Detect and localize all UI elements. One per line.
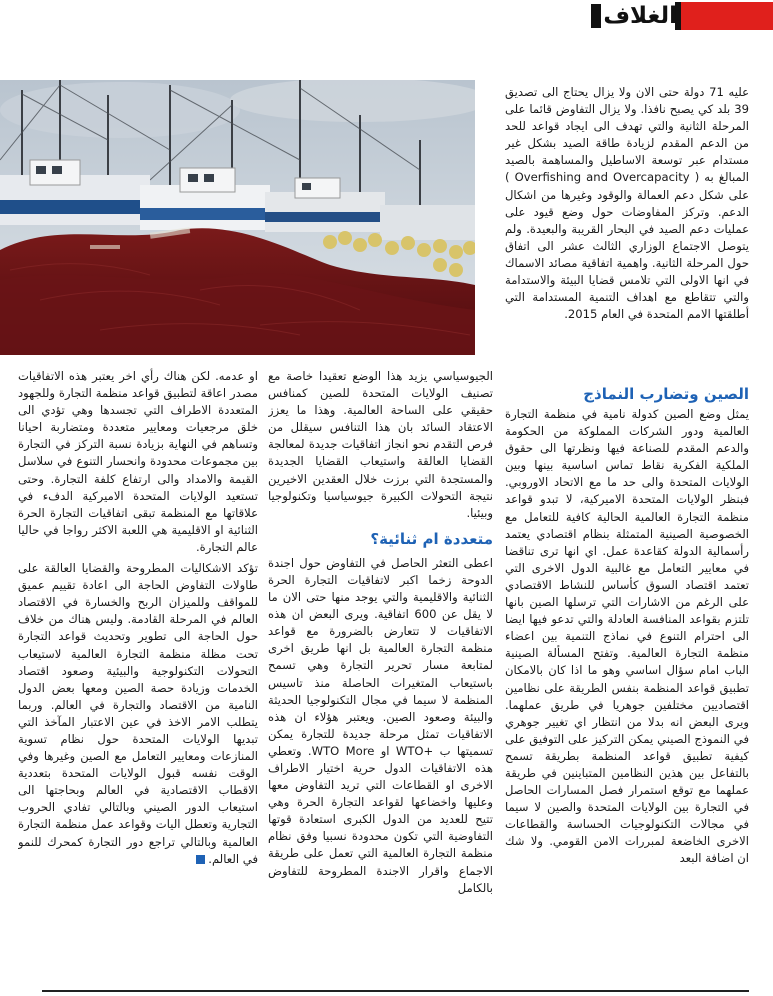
paragraph: عليه 71 دولة حتى الان ولا يزال يحتاج الى تصديق 39 بلد كي يصبح نافذا. ولا يزال التفاوض قائما على المرحلة الثانية والتي تهدف الى ايجاد قواعد للحد من الدعم المقدم لزيادة طاقة الصيد بشكل غير مستدام عبر توسعة الاساطيل والمساهمة بالصيد المبالغ به ( Overfishing and Overcapacity ) على شكل دعم العمالة والوقود وغيرها من اشكال الدعم. وتركز المفاوضات حول وضع قيود على عمليات دعم الصيد في البحار القريبة والبعيدة. ولم يتوصل الاجتماع الوزاري الثالث عشر الى اتفاق حول المرحلة الثانية. واهمية اتفاقية مصائد الاسماك في انها الاولى التي تلامس قضايا البيئة والاستدامة والتي تتقاطع مع اهداف التنمية المستدامة التي أطلقتها الامم المتحدة في العام 2015. <box>505 85 749 322</box>
paragraph: او عدمه. لكن هناك رأي اخر يعتبر هذه الاتفاقيات مصدر اعاقة لتطبيق قواعد منظمة التجارة وللجهود المتعددة الاطراف التي تجسدها وهي تؤدي الى خلق مرجعيات ومعايير متعددة ومتضاربة احيانا وتساهم في النهاية بزيادة نسبة التركز في التجارة بين مجموعات محدودة وانحسار التنوع في سلاسل القيمة والامداد والى ارتفاع كلفة التجارة. وحتى تستعيد الولايات المتحدة الاميركية الدفء في علاقاتها مع المنظمة تبقى اتفاقيات التجارة الحرة الثنائية او الاقليمية هي اللعبة الاكثر رواجا في حاليا عالم التجارة. <box>18 369 258 554</box>
subheading-multilateral: متعددة ام ثنائية؟ <box>370 529 493 548</box>
paragraph <box>18 560 258 868</box>
section-header <box>573 0 773 34</box>
subheading-china: الصين وتضارب النماذج <box>583 385 749 403</box>
article-column-middle <box>268 368 493 988</box>
header-red-bar <box>681 2 773 30</box>
paragraph: الجيوسياسي يزيد هذا الوضع تعقيدا خاصة مع تصنيف الولايات المتحدة للصين كمنافس حقيقي على الساحة العالمية. وهذا ما يعزز الاعتقاد السائد بان هذا التنافس سيقلل من فرص التقدم نحو انجاز اتفاقيات جديدة لمعالجة القضايا العالقة واستيعاب القضايا الجديدة والمستجدة التي برزت خلال العقدين الاخيرين نتيجة التحولات الكبيرة جيوسياسيا وتكنولوجيا وبيئيا. <box>268 369 493 520</box>
section-title: الغلاف <box>603 3 677 29</box>
article-column-right-bottom <box>505 406 749 988</box>
article-photo <box>0 80 475 355</box>
footer-rule <box>42 990 749 992</box>
article-column-left <box>18 368 258 988</box>
paragraph: يمثل وضع الصين كدولة نامية في منظمة التجارة العالمية ودور الشركات المملوكة من الحكومة والدعم المقدم للصناعة فيها ونظرتها الى حقوق الملكية الفكرية نقاط تماس اساسية بينها وبين الولايات المتحدة والى حد ما مع الاتحاد الاوروبي. فبنظر الولايات المتحدة الاميركية، لا تبدو قواعد منظمة التجارة العالمية الحالية كافية للتعامل مع الخصوصية الصينية المتمثلة بنظام اقتصادي يعتمد رأسمالية الدولة كقاعدة عمل. اي انها ترى تناقضا في معايير التعامل مع غالبية الدول الاخرى التي تعتمد اقتصاد السوق كأساس للنشاط الاقتصادي على الرغم من الاشارات التي ترسلها الصين بانها تلتزم بقواعد المنافسة العادلة والتي تدعو فيها ايضا الى احترام التنوع في نماذج التنمية بين اعضاء منظمة التجارة العالمية. وتفتح المسألة الصينية الباب امام سؤال اساسي وهو ما اذا كان بالامكان تطبيق قواعد المنظمة بنفس الطريقة على نظامين اقتصاديين مختلفين جوهريا في طريق عملهما. ويرى البعض انه بدلا من انتظار اي تغيير جوهري في النموذج الصيني يمكن التركيز على التوفيق على كيفية تطبيق قواعد المنظمة بطريقة تسمح بالتفاعل بين هذين النظامين المتباينين في طريقة عملهما مع توقع استمرار فصل المسارات الحاصل في التجارة بين الولايات المتحدة والصين لا سيما في مجالات التكنولوجيات الحساسة والقطاعات الاخرى الخاضعة لمبررات الامن القومي. ولا شك ان اضافة البعد <box>505 407 749 866</box>
paragraph-text: تؤكد الاشكاليات المطروحة والقضايا العالقة على طاولات التفاوض الحاجة الى اعادة تقييم عميق للمواقف وللميزان الربح والخسارة في الاقتصاد العالم في المرحلة القادمة. وليس هناك من خلاف حول الحاجة الى تطوير وتحديث قواعد التجارة تحت مظلة منظمة التجارة العالمية لاستيعاب التحولات التكنولوجية والبيئية وصعود اقتصاد الخدمات وزيادة حصة الصين ومعها بعض الدول النامية من الاقتصاد والتجارة في العالم. وربما يتطلب الامر الاخذ في عين الاعتبار المآخذ التي تبديها الولايات المتحدة حول نظام تسوية المنازعات ومعايير التعامل مع الصين وغيرها وفي الوقت نفسه قبول الولايات المتحدة بتعددية الاقطاب الاقتصادية في العالم وبحاجتها الى استيعاب الدور الصيني وبالتالي تفادي الحروب التجارية وتعطل اليات وقواعد عمل منظمة التجارة العالمية وبالتالي تراجع دور التجارة كمحرك للنمو في العالم. <box>18 561 258 866</box>
header-black-block <box>591 4 601 28</box>
article-column-right-top <box>505 84 749 379</box>
end-of-article-square-icon <box>196 855 205 864</box>
paragraph: اعطى التعثر الحاصل في التفاوض حول اجندة الدوحة زخما اكبر لاتفاقيات التجارة الحرة الثنائية والاقليمية والتي يوجد منها حتى الان ما لا يقل عن 600 اتفاقية. ويرى البعض ان هذه الاتفاقيات لا تتعارض بالضرورة مع قواعد منظمة التجارة العالمية بل انها طريق اخرى لمتابعة مسار تحرير التجارة وهي تسمح باستيعاب المتغيرات الحاصلة منذ تاسيس المنظمة لا سيما في مجال التكنولوجيا الحديثة والبيئة وصعود الصين. ويعتبر هؤلاء ان هذه الاتفاقيات تمثل مرحلة جديدة للتجارة يمكن تسميتها ب +WTO او WTO More. وتعطي هذه الاتفاقيات الدول حرية اختيار الاطراف الاخرى او القطاعات التي تريد التفاوض معها وعليها واخضاعها لقواعد التجارة الحرة وهي تتيح للعديد من الدول الكبرى استعادة قوتها التفاوضية التي تكون محدودة نسبيا وفق نظام منظمة التجارة العالمية التي تعمل على طريقة الاجماع واقرار الاجندة المطروحة للتفاوض بالكامل <box>268 555 493 895</box>
